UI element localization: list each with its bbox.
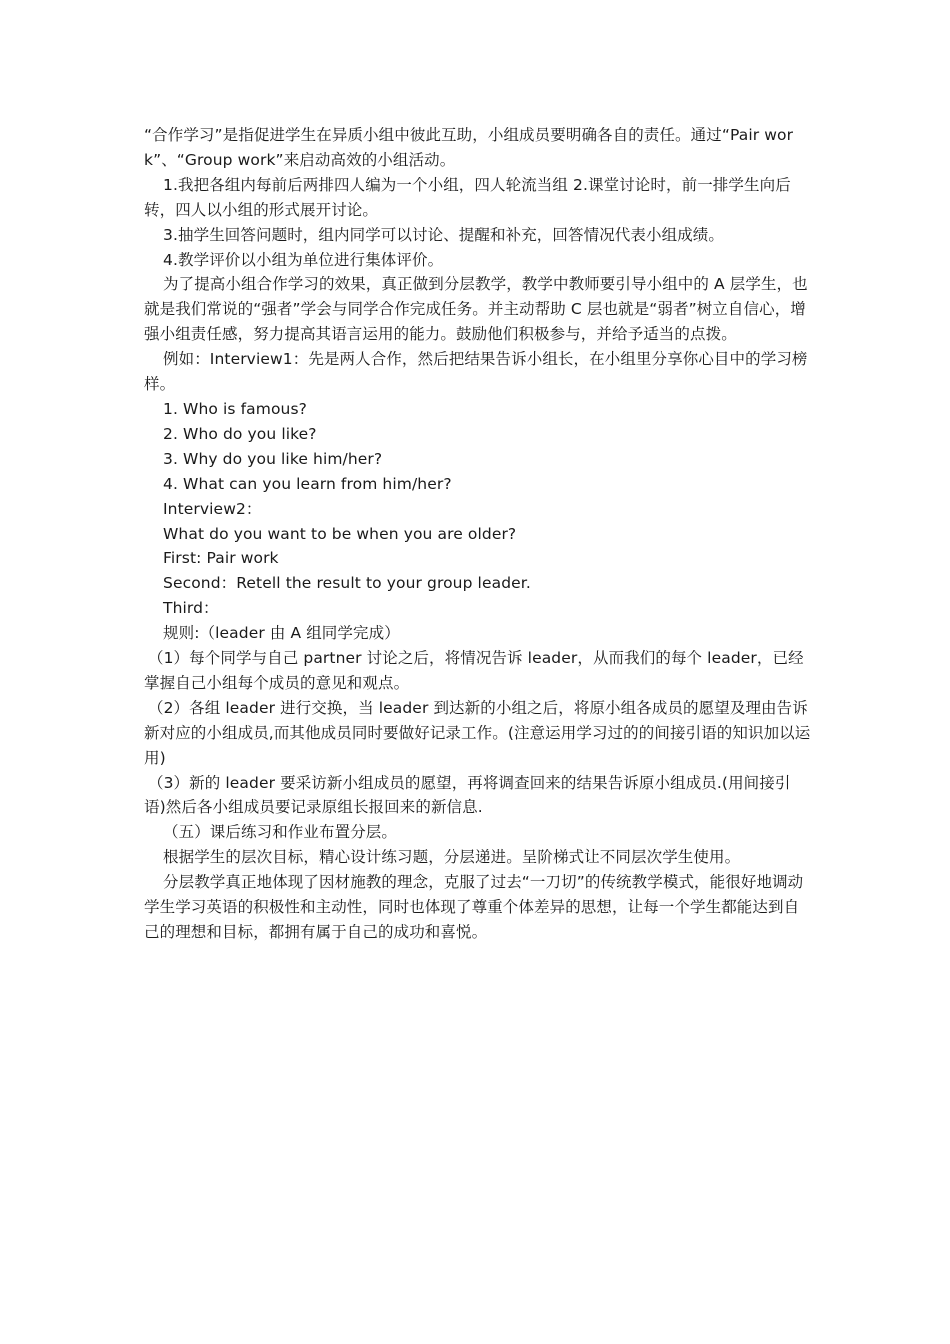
list-item-question-1: 1. Who is famous? <box>163 399 307 418</box>
paragraph-point-4: 4.教学评价以小组为单位进行集体评价。 <box>163 250 444 269</box>
list-item-question-3: 3. Why do you like him/her? <box>163 449 383 468</box>
paragraph-conclusion: 分层教学真正地体现了因材施教的理念，克服了过去“一刀切”的传统教学模式，能很好地调动学生学习英语的积极性和主动性，同时也体现了尊重个体差异的思想，让每一个学生都能达到自己的理想和目标，都拥有属于自己的成功和喜悦。 <box>144 873 804 941</box>
paragraph-example-interview1: 例如：Interview1：先是两人合作，然后把结果告诉小组长，在小组里分享你心目中的学习榜样。 <box>144 350 808 394</box>
paragraph-cooperative-learning: “合作学习”是指促进学生在异质小组中彼此互助，小组成员要明确各自的责任。通过“Pair work”、“Group work”来启动高效的小组活动。 <box>144 126 794 169</box>
paragraph-rule-3: （3）新的 leader 要采访新小组成员的愿望，再将调查回来的结果告诉原小组成员.(用间接引语)然后各小组成员要记录原组长报回来的新信息. <box>144 773 791 817</box>
paragraph-point-3: 3.抽学生回答问题时，组内同学可以讨论、提醒和补充，回答情况代表小组成绩。 <box>163 225 724 244</box>
paragraph-section-five: （五）课后练习和作业布置分层。 <box>163 823 398 842</box>
paragraph-step-first: First: Pair work <box>163 549 279 568</box>
paragraph-interview2-question: What do you want to be when you are older? <box>163 524 517 543</box>
paragraph-step-third: Third： <box>163 599 219 618</box>
paragraph-rules-heading: 规则:（leader 由 A 组同学完成） <box>163 624 400 643</box>
paragraph-rule-1: （1）每个同学与自己 partner 讨论之后，将情况告诉 leader，从而我们的每个 leader，已经掌握自己小组每个成员的意见和观点。 <box>144 649 804 692</box>
paragraph-interview2: Interview2： <box>163 499 262 518</box>
document-body <box>144 123 812 945</box>
list-item-question-4: 4. What can you learn from him/her? <box>163 474 452 493</box>
paragraph-layered-teaching: 为了提高小组合作学习的效果，真正做到分层教学，教学中教师要引导小组中的 A 层学生，也就是我们常说的“强者”学会与同学合作完成任务。并主动帮助 C 层也就是“弱者”树立自信心，增强小组责任感，努力提高其语言运用的能力。鼓励他们积极参与，并给予适当的点拨。 <box>144 275 808 344</box>
list-item-question-2: 2. Who do you like? <box>163 424 317 443</box>
paragraph-rule-2: （2）各组 leader 进行交换，当 leader 到达新的小组之后，将原小组各成员的愿望及理由告诉新对应的小组成员,而其他成员同时要做好记录工作。(注意运用学习过的的间接引语的知识加以运用) <box>144 698 811 767</box>
paragraph-point-1: 1.我把各组内每前后两排四人编为一个小组，四人轮流当组 2.课堂讨论时，前一排学生向后转，四人以小组的形式展开讨论。 <box>144 175 791 219</box>
paragraph-exercise-design: 根据学生的层次目标，精心设计练习题，分层递进。呈阶梯式让不同层次学生使用。 <box>163 848 741 867</box>
paragraph-step-second: Second：Retell the result to your group leader. <box>163 574 531 593</box>
